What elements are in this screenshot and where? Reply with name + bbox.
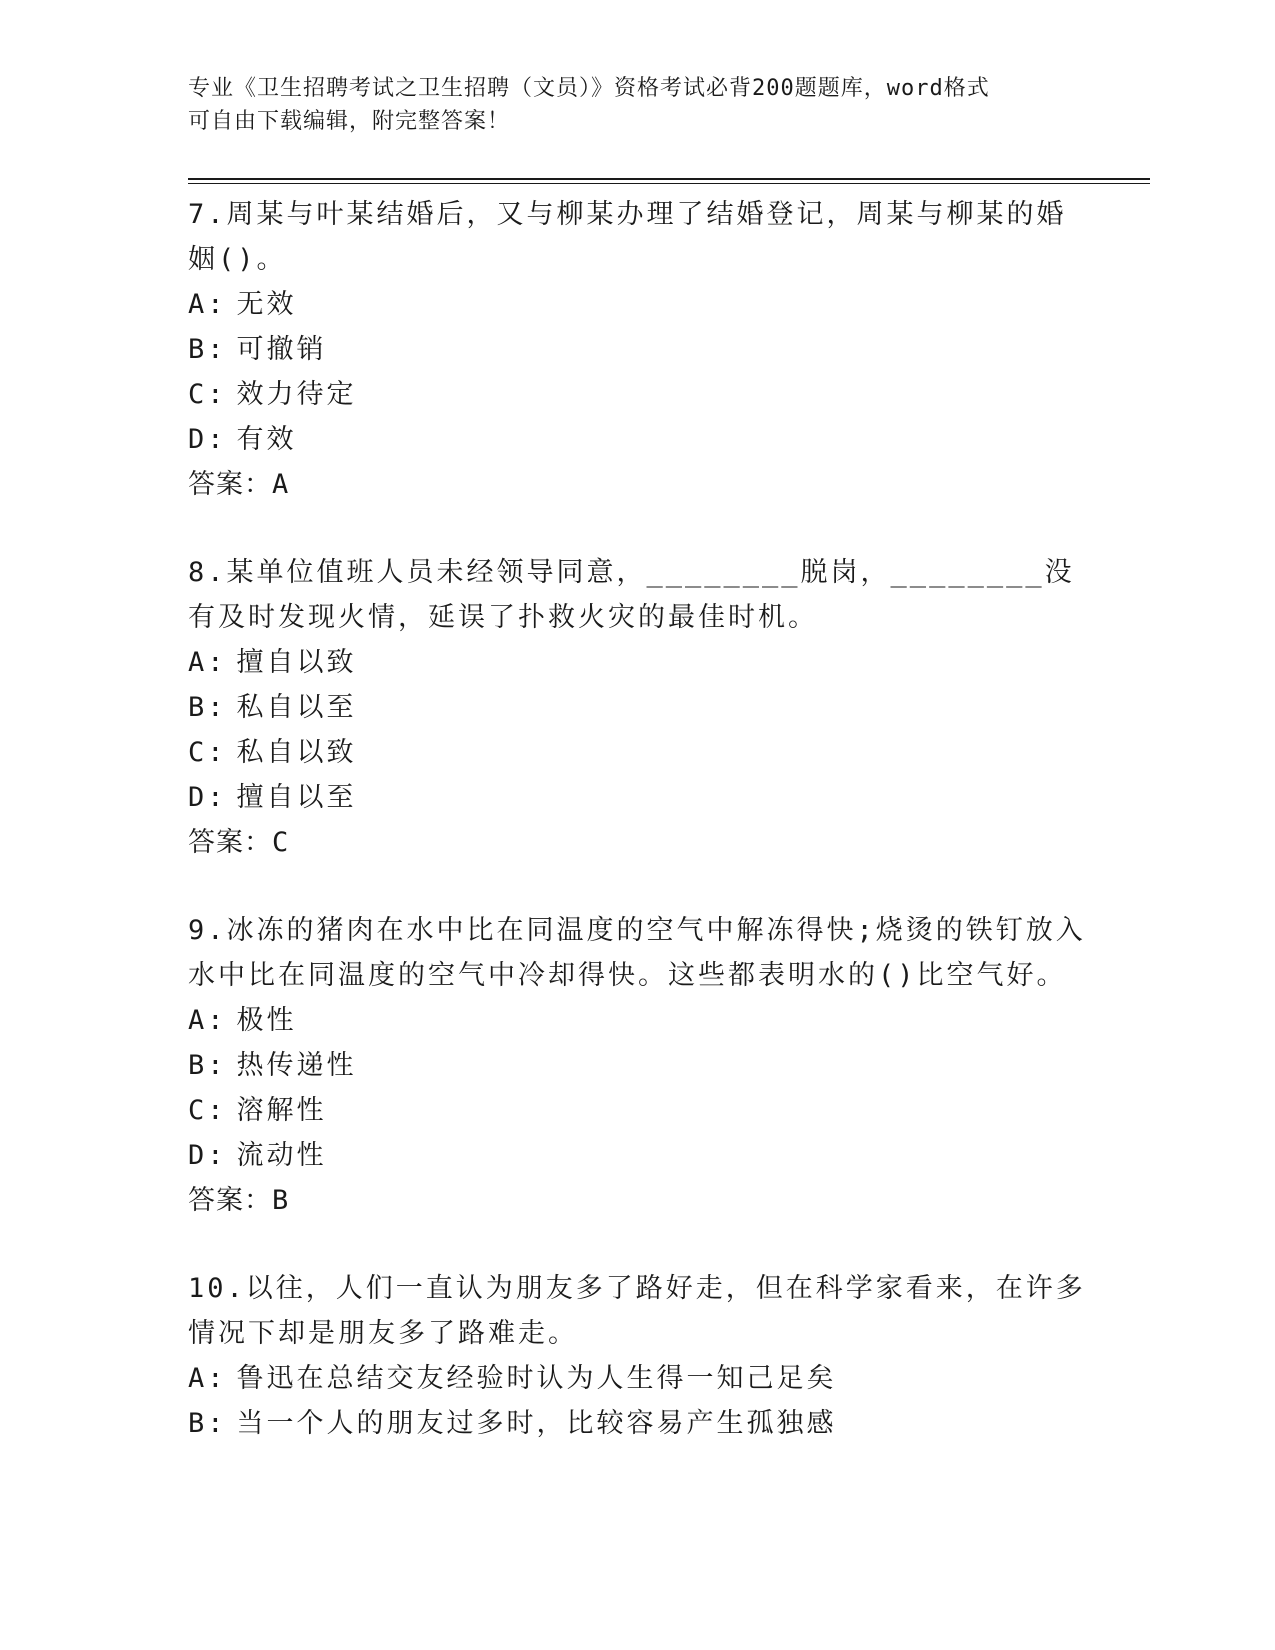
option-text: 擅自以致: [236, 647, 357, 678]
option-key: D:: [188, 424, 227, 455]
option-key: D:: [188, 1140, 227, 1171]
option-d: [188, 1133, 1088, 1178]
option-c: [188, 730, 1088, 775]
option-key: D:: [188, 782, 227, 813]
answer-value: C: [272, 827, 290, 858]
option-key: B:: [188, 334, 227, 365]
question-7: [188, 192, 1088, 507]
option-key: B:: [188, 1408, 227, 1439]
option-text: 当一个人的朋友过多时，比较容易产生孤独感: [236, 1408, 837, 1439]
header-rule-thin: [188, 183, 1150, 184]
header-line-1: 专业《卫生招聘考试之卫生招聘（文员）》资格考试必背200题题库，word格式: [188, 76, 990, 101]
question-list: [188, 192, 1088, 1489]
answer-value: A: [272, 469, 290, 500]
question-stem: 10.以往，人们一直认为朋友多了路好走，但在科学家看来，在许多情况下却是朋友多了路难走。: [188, 1273, 1086, 1349]
question-stem: 8.某单位值班人员未经领导同意，________脱岗，________没有及时发现火情，延误了扑救火灾的最佳时机。: [188, 557, 1075, 633]
option-text: 有效: [236, 424, 297, 455]
option-text: 可撤销: [236, 334, 327, 365]
option-key: C:: [188, 1095, 227, 1126]
document-header: [188, 72, 1078, 138]
option-b: [188, 1043, 1088, 1088]
option-key: B:: [188, 1050, 227, 1081]
answer-line: [188, 820, 1088, 865]
answer-label: 答案：: [188, 827, 272, 858]
answer-value: B: [272, 1185, 290, 1216]
option-key: C:: [188, 737, 227, 768]
option-text: 溶解性: [236, 1095, 327, 1126]
option-text: 擅自以至: [236, 782, 357, 813]
option-key: A:: [188, 1363, 227, 1394]
answer-label: 答案：: [188, 469, 272, 500]
option-key: A:: [188, 647, 227, 678]
answer-line: [188, 462, 1088, 507]
option-text: 私自以致: [236, 737, 357, 768]
option-a: [188, 1356, 1088, 1401]
option-b: [188, 685, 1088, 730]
question-8: [188, 550, 1088, 865]
option-text: 无效: [236, 289, 297, 320]
option-a: [188, 998, 1088, 1043]
option-text: 效力待定: [236, 379, 357, 410]
option-key: C:: [188, 379, 227, 410]
header-line-2: 可自由下载编辑，附完整答案！: [188, 109, 511, 134]
option-text: 热传递性: [236, 1050, 357, 1081]
option-c: [188, 1088, 1088, 1133]
option-b: [188, 327, 1088, 372]
option-text: 私自以至: [236, 692, 357, 723]
option-d: [188, 775, 1088, 820]
answer-label: 答案：: [188, 1185, 272, 1216]
option-b: [188, 1401, 1088, 1446]
option-text: 流动性: [236, 1140, 327, 1171]
question-stem: 7.周某与叶某结婚后，又与柳某办理了结婚登记，周某与柳某的婚姻()。: [188, 199, 1067, 275]
question-stem: 9.冰冻的猪肉在水中比在同温度的空气中解冻得快;烧烫的铁钉放入水中比在同温度的空气中冷却得快。这些都表明水的()比空气好。: [188, 915, 1086, 991]
header-rule-thick: [188, 178, 1150, 180]
option-key: B:: [188, 692, 227, 723]
option-text: 极性: [236, 1005, 297, 1036]
answer-line: [188, 1178, 1088, 1223]
option-a: [188, 640, 1088, 685]
option-text: 鲁迅在总结交友经验时认为人生得一知己足矣: [236, 1363, 837, 1394]
option-c: [188, 372, 1088, 417]
option-key: A:: [188, 1005, 227, 1036]
question-9: [188, 908, 1088, 1223]
option-d: [188, 417, 1088, 462]
option-key: A:: [188, 289, 227, 320]
option-a: [188, 282, 1088, 327]
question-10: [188, 1266, 1088, 1446]
